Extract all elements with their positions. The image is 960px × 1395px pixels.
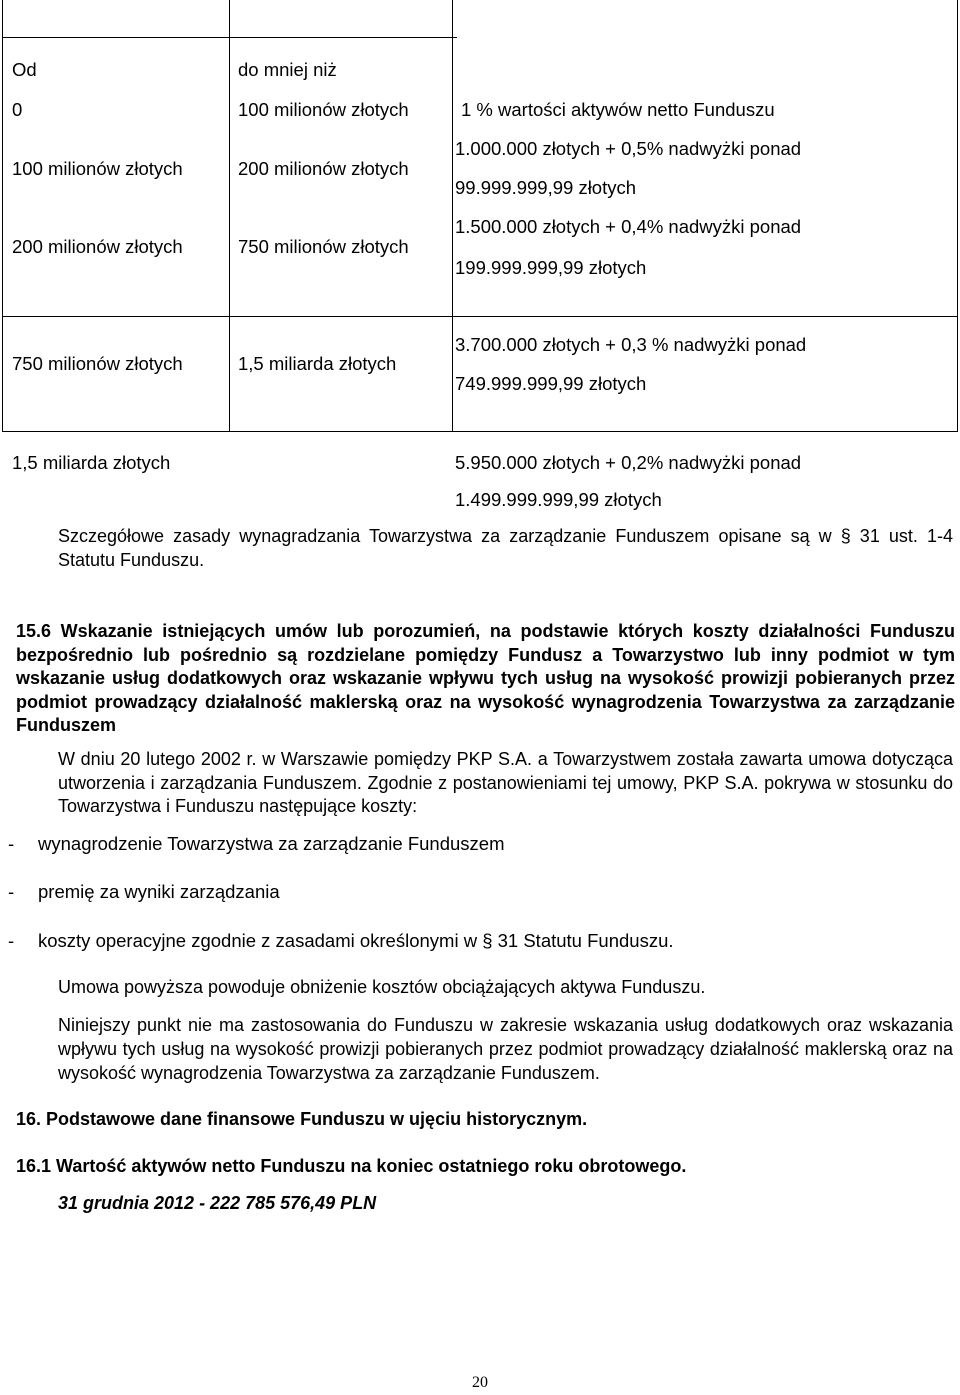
table-cell-fee-threshold: 199.999.999,99 złotych — [455, 257, 647, 278]
table-row-divider-2 — [2, 431, 958, 432]
bullet-dash: - — [8, 930, 15, 951]
table-col-divider-4 — [957, 0, 958, 432]
table-cell-from: 100 milionów złotych — [12, 158, 183, 179]
table-cell-fee-threshold: 749.999.999,99 złotych — [455, 373, 647, 394]
table-cell-to: 100 milionów złotych — [238, 99, 409, 120]
bullet-dash: - — [8, 833, 15, 854]
table-col-divider-3 — [452, 0, 453, 432]
section-16-heading: 16. Podstawowe dane finansowe Funduszu w ujęciu historycznym. — [16, 1109, 588, 1129]
table-cell-from: 750 milionów złotych — [12, 353, 183, 374]
table-cell-fee: 3.700.000 złotych + 0,3 % nadwyżki ponad — [455, 334, 807, 355]
table-cell-fee-threshold: 1.499.999.999,99 złotych — [455, 489, 662, 510]
not-applicable-paragraph: Niniejszy punkt nie ma zastosowania do Funduszu w zakresie wskazania usług dodatkowych oraz wskazania wpływu tych usług na wysokość prowizji pobieranych przez podmiot prowadzący działalność maklerską oraz na wysokość wynagrodzenia Towarzystwa za zarządzanie Funduszem. — [58, 1015, 953, 1083]
bullet-dash: - — [8, 881, 15, 902]
table-cell-fee: 1.000.000 złotych + 0,5% nadwyżki ponad — [455, 138, 802, 159]
table-header-from: Od — [12, 59, 37, 80]
bullet-item: premię za wyniki zarządzania — [38, 881, 280, 902]
table-col-divider-1 — [2, 0, 3, 432]
table-cell-from: 0 — [12, 99, 23, 120]
table-cell-to: 200 milionów złotych — [238, 158, 409, 179]
table-cell-fee-threshold: 99.999.999,99 złotych — [455, 177, 637, 198]
section-16-1-heading: 16.1 Wartość aktywów netto Funduszu na koniec ostatniego roku obrotowego. — [16, 1156, 687, 1176]
table-cell-from: 1,5 miliarda złotych — [12, 452, 171, 473]
bullet-item: koszty operacyjne zgodnie z zasadami określonymi w § 31 Statutu Funduszu. — [38, 930, 674, 951]
page-number: 20 — [472, 1374, 488, 1391]
table-cell-fee: 1.500.000 złotych + 0,4% nadwyżki ponad — [455, 216, 802, 237]
section-15-6-heading: 15.6 Wskazanie istniejących umów lub porozumień, na podstawie których koszty działalności Funduszu bezpośrednio lub pośrednio są rozdzielane pomiędzy Fundusz a Towarzystwo lub inny podmiot w tym wskazanie usług dodatkowych oraz wskazanie wpływu tych usług na wysokość prowizji pobieranych przez podmiot prowadzący działalność maklerską oraz na wysokość wynagrodzenia Towarzystwa za zarządzanie Funduszem — [16, 621, 955, 735]
table-cell-fee: 5.950.000 złotych + 0,2% nadwyżki ponad — [455, 452, 802, 473]
table-cell-to: 750 milionów złotych — [238, 236, 409, 257]
table-col-divider-2 — [229, 0, 230, 432]
table-border-top-right — [229, 37, 457, 38]
cost-reduction-paragraph: Umowa powyższa powoduje obniżenie kosztów obciążających aktywa Funduszu. — [58, 977, 706, 997]
agreement-intro-paragraph: W dniu 20 lutego 2002 r. w Warszawie pomiędzy PKP S.A. a Towarzystwem została zawarta umowa dotycząca utworzenia i zarządzania Funduszem. Zgodnie z postanowieniami tej umowy, PKP S.A. pokrywa w stosunku do Towarzystwa i Funduszu następujące koszty: — [58, 749, 953, 816]
bullet-item: wynagrodzenie Towarzystwa za zarządzanie Funduszem — [38, 833, 505, 854]
table-cell-from: 200 milionów złotych — [12, 236, 183, 257]
table-row-divider-1 — [2, 316, 958, 317]
table-header-to: do mniej niż — [238, 59, 337, 80]
fee-rules-note: Szczegółowe zasady wynagradzania Towarzystwa za zarządzanie Funduszem opisane są w § 31 ust. 1-4 Statutu Funduszu. — [58, 526, 953, 570]
table-cell-fee: 1 % wartości aktywów netto Funduszu — [461, 99, 775, 120]
table-cell-to: 1,5 miliarda złotych — [238, 353, 397, 374]
table-border-top-left — [2, 37, 229, 38]
nav-value: 31 grudnia 2012 - 222 785 576,49 PLN — [58, 1193, 377, 1213]
